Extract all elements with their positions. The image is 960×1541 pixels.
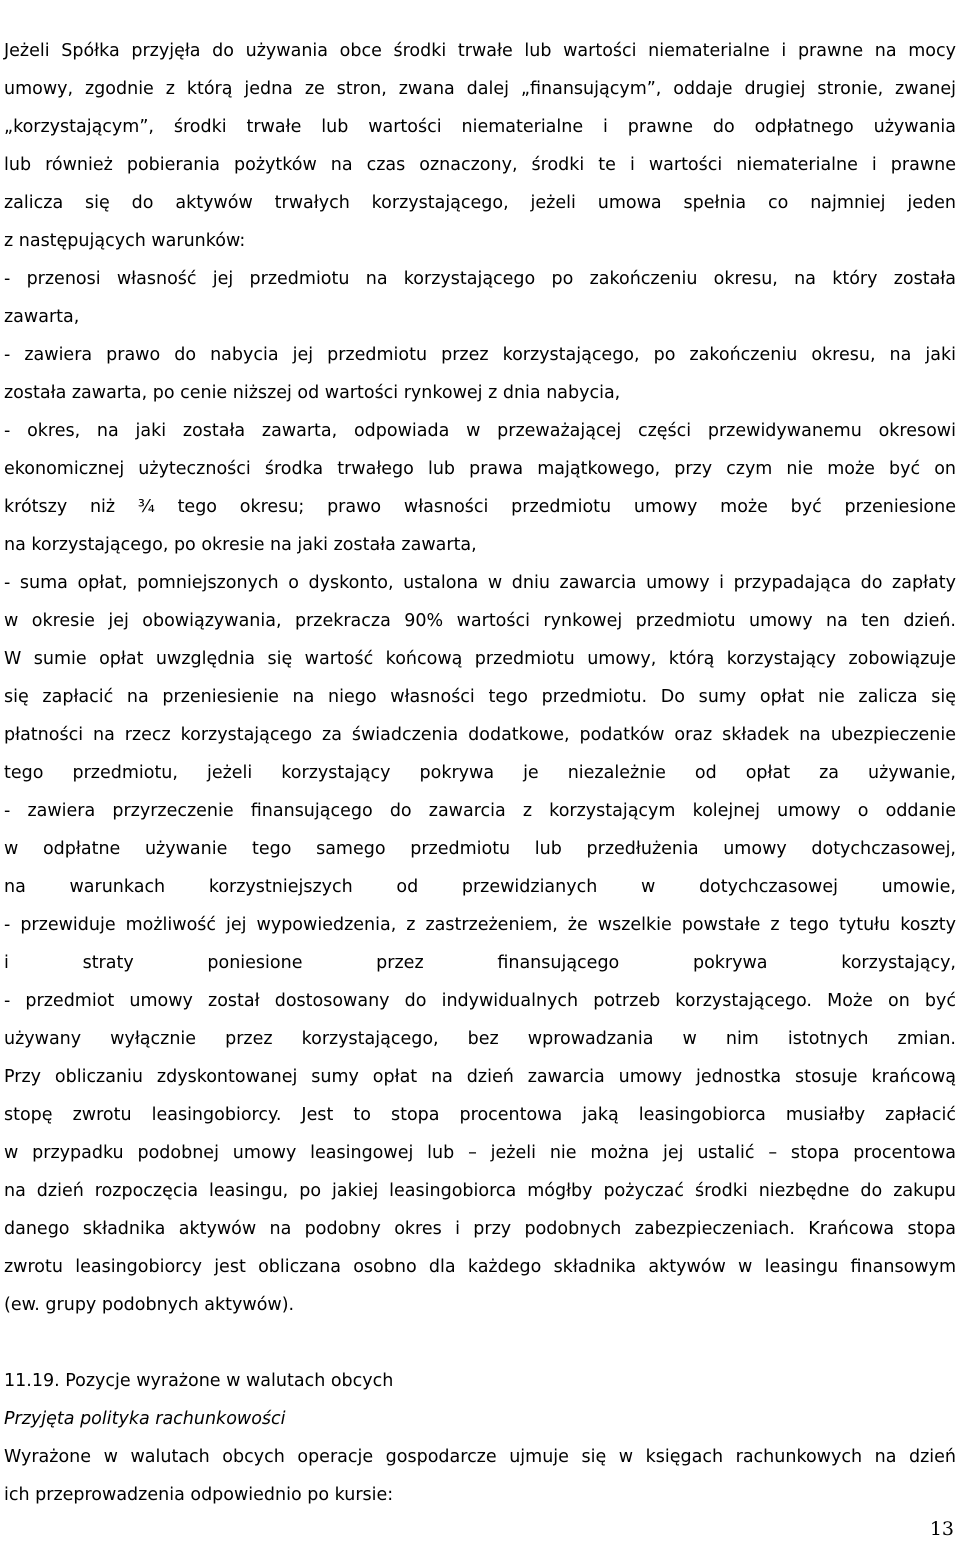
body-line: - przewiduje możliwość jej wypowiedzenia, z zastrzeżeniem, że wszelkie powstałe z tego tytułu koszty: [4, 915, 956, 935]
body-line: W sumie opłat uwzględnia się wartość końcową przedmiotu umowy, którą korzystający zobowiązuje: [4, 649, 956, 669]
body-line: umowy, zgodnie z którą jedna ze stron, zwana dalej „finansującym”, oddaje drugiej stronie, zwanej: [4, 79, 956, 99]
body-line: tego przedmiotu, jeżeli korzystający pokrywa je niezależnie od opłat za używanie,: [4, 763, 956, 783]
body-line: - zawiera przyrzeczenie finansującego do zawarcia z korzystającym kolejnej umowy o oddanie: [4, 801, 956, 821]
body-line: w odpłatne używanie tego samego przedmiotu lub przedłużenia umowy dotychczasowej,: [4, 839, 956, 859]
body-line: - zawiera prawo do nabycia jej przedmiotu przez korzystającego, po zakończeniu okresu, na jaki: [4, 345, 956, 365]
body-line: - przedmiot umowy został dostosowany do indywidualnych potrzeb korzystającego. Może on być: [4, 991, 956, 1011]
body-line: lub również pobierania pożytków na czas oznaczony, środki te i wartości niematerialne i prawne: [4, 155, 956, 175]
body-line: „korzystającym”, środki trwałe lub wartości niematerialne i prawne do odpłatnego używania: [4, 117, 956, 137]
body-line: stopę zwrotu leasingobiorcy. Jest to stopa procentowa jaką leasingobiorca musiałby zapłacić: [4, 1105, 956, 1125]
section-line: ich przeprowadzenia odpowiednio po kursie:: [4, 1485, 394, 1505]
body-line: płatności na rzecz korzystającego za świadczenia dodatkowe, podatków oraz składek na ubezpieczenie: [4, 725, 956, 745]
body-line: krótszy niż ¾ tego okresu; prawo własności przedmiotu umowy może być przeniesione: [4, 497, 956, 517]
body-line: zawarta,: [4, 307, 80, 327]
body-line: na warunkach korzystniejszych od przewidzianych w dotychczasowej umowie,: [4, 877, 956, 897]
body-line: w okresie jej obowiązywania, przekracza 90% wartości rynkowej przedmiotu umowy na ten dzień.: [4, 611, 956, 631]
body-line: (ew. grupy podobnych aktywów).: [4, 1295, 295, 1315]
body-line: zwrotu leasingobiorcy jest obliczana osobno dla każdego składnika aktywów w leasingu finansowym: [4, 1257, 956, 1277]
body-line: - przenosi własność jej przedmiotu na korzystającego po zakończeniu okresu, na który została: [4, 269, 956, 289]
body-line: ekonomicznej użyteczności środka trwałego lub prawa majątkowego, przy czym nie może być on: [4, 459, 956, 479]
section-line: Wyrażone w walutach obcych operacje gospodarcze ujmuje się w księgach rachunkowych na dzień: [4, 1447, 956, 1467]
body-line: danego składnika aktywów na podobny okres i przy podobnych zabezpieczeniach. Krańcowa stopa: [4, 1219, 956, 1239]
body-line: zalicza się do aktywów trwałych korzystającego, jeżeli umowa spełnia co najmniej jeden: [4, 193, 956, 213]
body-line: - okres, na jaki została zawarta, odpowiada w przeważającej części przewidywanemu okresowi: [4, 421, 956, 441]
section-heading: 11.19. Pozycje wyrażone w walutach obcych: [4, 1371, 394, 1391]
body-line: Przy obliczaniu zdyskontowanej sumy opłat na dzień zawarcia umowy jednostka stosuje krańcową: [4, 1067, 956, 1087]
body-line: używany wyłącznie przez korzystającego, bez wprowadzania w nim istotnych zmian.: [4, 1029, 956, 1049]
body-line: na dzień rozpoczęcia leasingu, po jakiej leasingobiorca mógłby pożyczać środki niezbędne do zakupu: [4, 1181, 956, 1201]
body-line: Jeżeli Spółka przyjęła do używania obce środki trwałe lub wartości niematerialne i prawne na mocy: [4, 41, 956, 61]
section-subheading: Przyjęta polityka rachunkowości: [4, 1409, 286, 1429]
body-line: z następujących warunków:: [4, 231, 246, 251]
body-line: i straty poniesione przez finansującego pokrywa korzystający,: [4, 953, 956, 973]
body-line: się zapłacić na przeniesienie na niego własności tego przedmiotu. Do sumy opłat nie zalicza się: [4, 687, 956, 707]
page-number: 13: [929, 1518, 954, 1540]
body-line: została zawarta, po cenie niższej od wartości rynkowej z dnia nabycia,: [4, 383, 621, 403]
body-line: - suma opłat, pomniejszonych o dyskonto, ustalona w dniu zawarcia umowy i przypadająca do zapłaty: [4, 573, 956, 593]
body-line: na korzystającego, po okresie na jaki została zawarta,: [4, 535, 477, 555]
body-line: w przypadku podobnej umowy leasingowej lub – jeżeli nie można jej ustalić – stopa procentowa: [4, 1143, 956, 1163]
